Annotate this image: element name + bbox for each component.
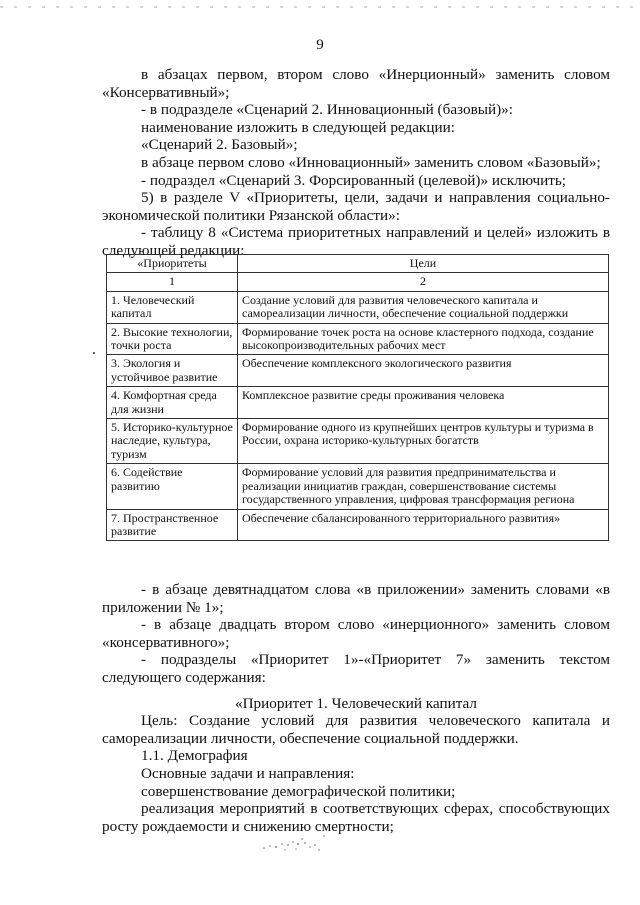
table-row [107, 464, 609, 509]
goal-cell: Обеспечение комплексного экологического развития [238, 355, 609, 387]
priority-cell: 6. Содействие развитию [107, 464, 238, 509]
priority-cell: 4. Комфортная среда для жизни [107, 387, 238, 419]
paragraph: - таблицу 8 «Система приоритетных направлений и целей» изложить в следующей редакции: [102, 224, 610, 259]
priority-cell: 3. Экология и устойчивое развитие [107, 355, 238, 387]
goal-cell: Обеспечение сбалансированного территориального развития» [238, 509, 609, 541]
paragraph: «Сценарий 2. Базовый»; [141, 136, 298, 154]
table-header-row [107, 255, 609, 273]
paragraph: в абзаце первом слово «Инновационный» заменить словом «Базовый»; [141, 153, 601, 171]
table-row [107, 291, 609, 323]
header-cell-priorities: «Приоритеты [107, 255, 238, 273]
table-row [107, 387, 609, 419]
scan-edge-artifact [0, 6, 640, 8]
table-row [107, 323, 609, 355]
paragraph: Цель: Создание условий для развития человеческого капитала и самореализации личности, обеспечение социальной поддержки. [102, 712, 610, 747]
scan-speck [93, 352, 95, 354]
table-row [107, 355, 609, 387]
paragraph: - в абзаце двадцать втором слово «инерционного» заменить словом «консервативного»; [102, 616, 610, 651]
column-number-2: 2 [238, 273, 609, 291]
paragraph: - в абзаце девятнадцатом слова «в приложении» заменить словами «в приложении № 1»; [102, 581, 610, 616]
table-row [107, 419, 609, 464]
paragraph: наименование изложить в следующей редакции: [141, 118, 455, 136]
goal-cell: Создание условий для развития человеческого капитала и самореализации личности, обеспечение социальной поддержки [238, 291, 609, 323]
goal-cell: Комплексное развитие среды проживания человека [238, 387, 609, 419]
header-cell-goals: Цели [238, 255, 609, 273]
priority-cell: 5. Историко-культурное наследие, культура, туризм [107, 419, 238, 464]
amendments-intro [102, 66, 610, 260]
goal-cell: Формирование одного из крупнейших центров культуры и туризма в России, охрана историко-культурных богатств [238, 419, 609, 464]
paragraph: - подраздел «Сценарий 3. Форсированный (целевой)» исключить; [141, 171, 567, 189]
paragraph: - в подразделе «Сценарий 2. Инновационный (базовый)»: [141, 101, 513, 119]
goal-cell: Формирование условий для развития предпринимательства и реализации инициатив граждан, совершенствование системы государственного управления, цифровая трансформация региона [238, 464, 609, 509]
amendments-continued [102, 581, 610, 835]
paragraph: - подразделы «Приоритет 1»-«Приоритет 7» заменить текстом следующего содержания: [102, 651, 610, 686]
table-row [107, 509, 609, 541]
goal-cell: Формирование точек роста на основе кластерного подхода, создание высокопроизводительных рабочих мест [238, 323, 609, 355]
paragraph: реализация мероприятий в соответствующих сферах, способствующих росту рождаемости и снижению смертности; [102, 800, 610, 835]
priorities-goals-table [106, 254, 609, 541]
scan-noise-mark [258, 830, 338, 854]
subsection-heading: 1.1. Демография [141, 747, 248, 765]
table-number-row [107, 273, 609, 291]
column-number-1: 1 [107, 273, 238, 291]
paragraph: 5) в разделе V «Приоритеты, цели, задачи и направления социально-экономической политики Рязанской области»: [102, 189, 610, 224]
priority-cell: 7. Пространственное развитие [107, 509, 238, 541]
paragraph: в абзацах первом, втором слово «Инерционный» заменить словом «Консервативный»; [102, 66, 610, 101]
paragraph: Основные задачи и направления: [141, 764, 355, 782]
paragraph: совершенствование демографической политики; [141, 782, 456, 800]
page-number: 9 [316, 37, 324, 53]
priority-cell: 1. Человеческий капитал [107, 291, 238, 323]
priority-cell: 2. Высокие технологии, точки роста [107, 323, 238, 355]
section-heading: «Приоритет 1. Человеческий капитал [235, 694, 477, 712]
